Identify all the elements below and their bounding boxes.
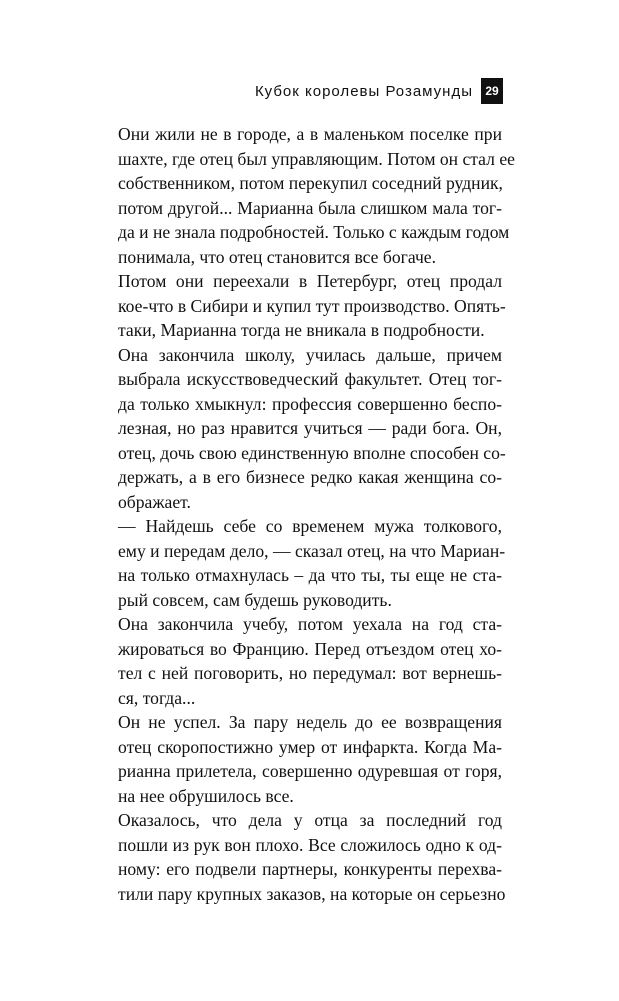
text-line: на только отмахнулась – да что ты, ты еще не ста- [118, 565, 502, 585]
text-line: кое-что в Сибири и купил тут производство. Опять- [118, 295, 506, 316]
text-line: ему и передам дело, — сказал отец, на что Мариан- [118, 540, 506, 561]
paragraph [118, 612, 502, 710]
page-number: 29 [481, 78, 503, 104]
text-line: ному: его подвели партнеры, конкуренты перехва- [118, 859, 502, 879]
text-line: ся, тогда... [118, 687, 196, 708]
paragraph [118, 122, 515, 269]
text-line: Потом они переехали в Петербург, отец продал [118, 271, 502, 291]
text-line: Она закончила школу, училась дальше, причем [118, 344, 502, 365]
text-line: рианна прилетела, совершенно одуревшая от горя, [118, 761, 502, 781]
text-line: — Найдешь себе со временем мужа толкового, [118, 516, 502, 536]
text-line: Она закончила учебу, потом уехала на год ста- [118, 614, 502, 634]
paragraph [118, 343, 506, 515]
text-line: шахте, где отец был управляющим. Потом он стал ее [118, 148, 515, 169]
text-line: лезная, но раз нравится учиться — ради бога. Он, [118, 418, 502, 438]
text-line: рый совсем, сам будешь руководить. [118, 589, 392, 610]
text-line: тел с ней поговорить, но передумал: вот вернешь- [118, 663, 502, 683]
paragraph [118, 269, 506, 343]
text-line: да только хмыкнул: профессия совершенно беспо- [118, 393, 502, 414]
text-line: отец, дочь свою единственную вполне способен со- [118, 442, 506, 463]
text-line: отец скоропостижно умер от инфаркта. Когда Ма- [118, 736, 502, 757]
text-line: держать, а в его бизнесе редко какая женщина со- [118, 467, 502, 487]
paragraph [118, 514, 506, 612]
text-line: выбрала искусствоведческий факультет. Отец тог- [118, 369, 502, 389]
text-line: ображает. [118, 491, 191, 512]
text-line: жироваться во Францию. Перед отъездом отец хо- [118, 638, 502, 659]
text-line: Они жили не в городе, а в маленьком поселке при [118, 124, 502, 144]
body-text [118, 122, 515, 906]
text-line: таки, Марианна тогда не вникала в подробности. [118, 320, 485, 340]
paragraph [118, 710, 502, 808]
text-line: да и не знала подробностей. Только с каждым годом [118, 222, 510, 242]
text-line: Оказалось, что дела у отца за последний год [118, 810, 502, 830]
running-head [255, 78, 503, 104]
text-line: собственником, потом перекупил соседний рудник, [118, 173, 503, 193]
paragraph [118, 808, 506, 906]
text-line: на нее обрушилось все. [118, 785, 294, 806]
text-line: понимала, что отец становится все богаче. [118, 246, 437, 267]
text-line: Он не успел. За пару недель до ее возвращения [118, 712, 502, 732]
text-line: пошли из рук вон плохо. Все сложилось одно к од- [118, 834, 502, 855]
text-line: тили пару крупных заказов, на которые он серьезно [118, 883, 506, 904]
running-title: Кубок королевы Розамунды [254, 82, 473, 100]
text-line: потом другой... Марианна была слишком мала тог- [118, 197, 502, 218]
